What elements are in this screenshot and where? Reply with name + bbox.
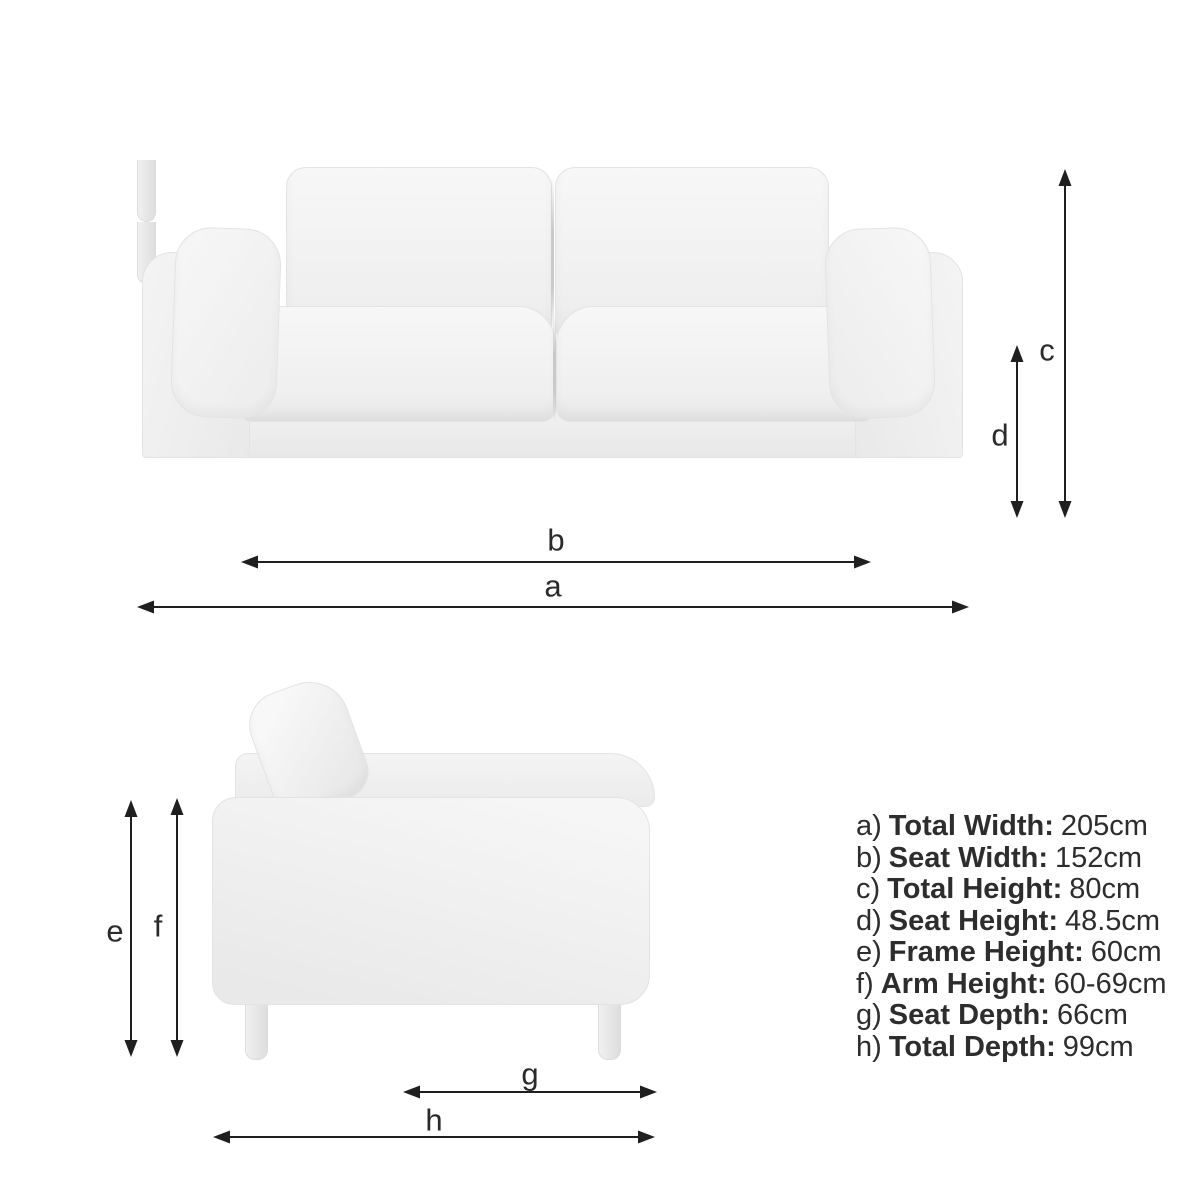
dimension-label-d: d bbox=[991, 417, 1009, 453]
legend-prefix: d) bbox=[856, 904, 882, 937]
legend-value: 205cm bbox=[1060, 810, 1148, 842]
legend-prefix: a) bbox=[856, 810, 882, 842]
legend-item-b bbox=[856, 843, 1167, 875]
legend-item-e bbox=[856, 937, 1167, 969]
side-leg-front bbox=[598, 1003, 621, 1060]
dimension-arrow-c bbox=[1057, 169, 1073, 518]
legend-prefix: g) bbox=[856, 999, 882, 1031]
legend-prefix: b) bbox=[856, 841, 882, 874]
legend-item-d bbox=[856, 906, 1167, 938]
legend-prefix: c) bbox=[856, 873, 881, 905]
legend bbox=[856, 811, 1167, 1063]
side-leg-back bbox=[245, 1003, 268, 1060]
legend-item-h bbox=[856, 1032, 1167, 1064]
legend-item-c bbox=[856, 874, 1167, 906]
legend-prefix: f) bbox=[856, 967, 874, 1000]
legend-name: Seat Height: bbox=[888, 904, 1058, 937]
front-arm-pillow-left bbox=[170, 226, 283, 420]
legend-item-a bbox=[856, 811, 1167, 843]
dimension-arrow-d bbox=[1009, 345, 1025, 518]
legend-value: 99cm bbox=[1062, 1030, 1134, 1063]
legend-value: 48.5cm bbox=[1064, 904, 1161, 937]
dimension-label-c: c bbox=[1039, 332, 1055, 368]
legend-prefix: e) bbox=[856, 936, 882, 968]
dimension-label-a: a bbox=[544, 568, 562, 604]
dimension-label-f: f bbox=[153, 908, 163, 944]
front-seat-cushion-seam bbox=[553, 316, 556, 422]
legend-value: 80cm bbox=[1069, 873, 1141, 905]
dimension-label-e: e bbox=[106, 913, 124, 949]
side-frame-body bbox=[212, 797, 650, 1005]
legend-value: 60-69cm bbox=[1053, 967, 1167, 1000]
dimension-label-g: g bbox=[521, 1056, 539, 1092]
dimension-label-h: h bbox=[425, 1102, 443, 1138]
legend-item-f bbox=[856, 969, 1167, 1001]
legend-name: Seat Depth: bbox=[888, 999, 1050, 1031]
legend-value: 60cm bbox=[1090, 936, 1162, 968]
legend-name: Total Height: bbox=[887, 873, 1063, 905]
dimension-label-b: b bbox=[547, 522, 565, 558]
legend-name: Seat Width: bbox=[888, 841, 1049, 874]
side-view bbox=[205, 676, 660, 1062]
legend-prefix: h) bbox=[856, 1030, 882, 1063]
dimension-arrow-e bbox=[123, 800, 139, 1057]
legend-name: Arm Height: bbox=[880, 967, 1047, 1000]
legend-value: 152cm bbox=[1055, 841, 1143, 874]
front-back-cushion-seam bbox=[551, 175, 554, 335]
legend-item-g bbox=[856, 1000, 1167, 1032]
legend-name: Total Width: bbox=[888, 810, 1054, 842]
legend-name: Total Depth: bbox=[888, 1030, 1056, 1063]
front-view bbox=[137, 160, 969, 522]
front-leg-left bbox=[137, 160, 156, 222]
legend-value: 66cm bbox=[1056, 999, 1128, 1031]
legend-name: Frame Height: bbox=[888, 936, 1084, 968]
dimension-arrow-f bbox=[169, 798, 185, 1057]
front-seat-cushion-left bbox=[238, 306, 556, 422]
front-arm-pillow-right bbox=[824, 226, 937, 420]
